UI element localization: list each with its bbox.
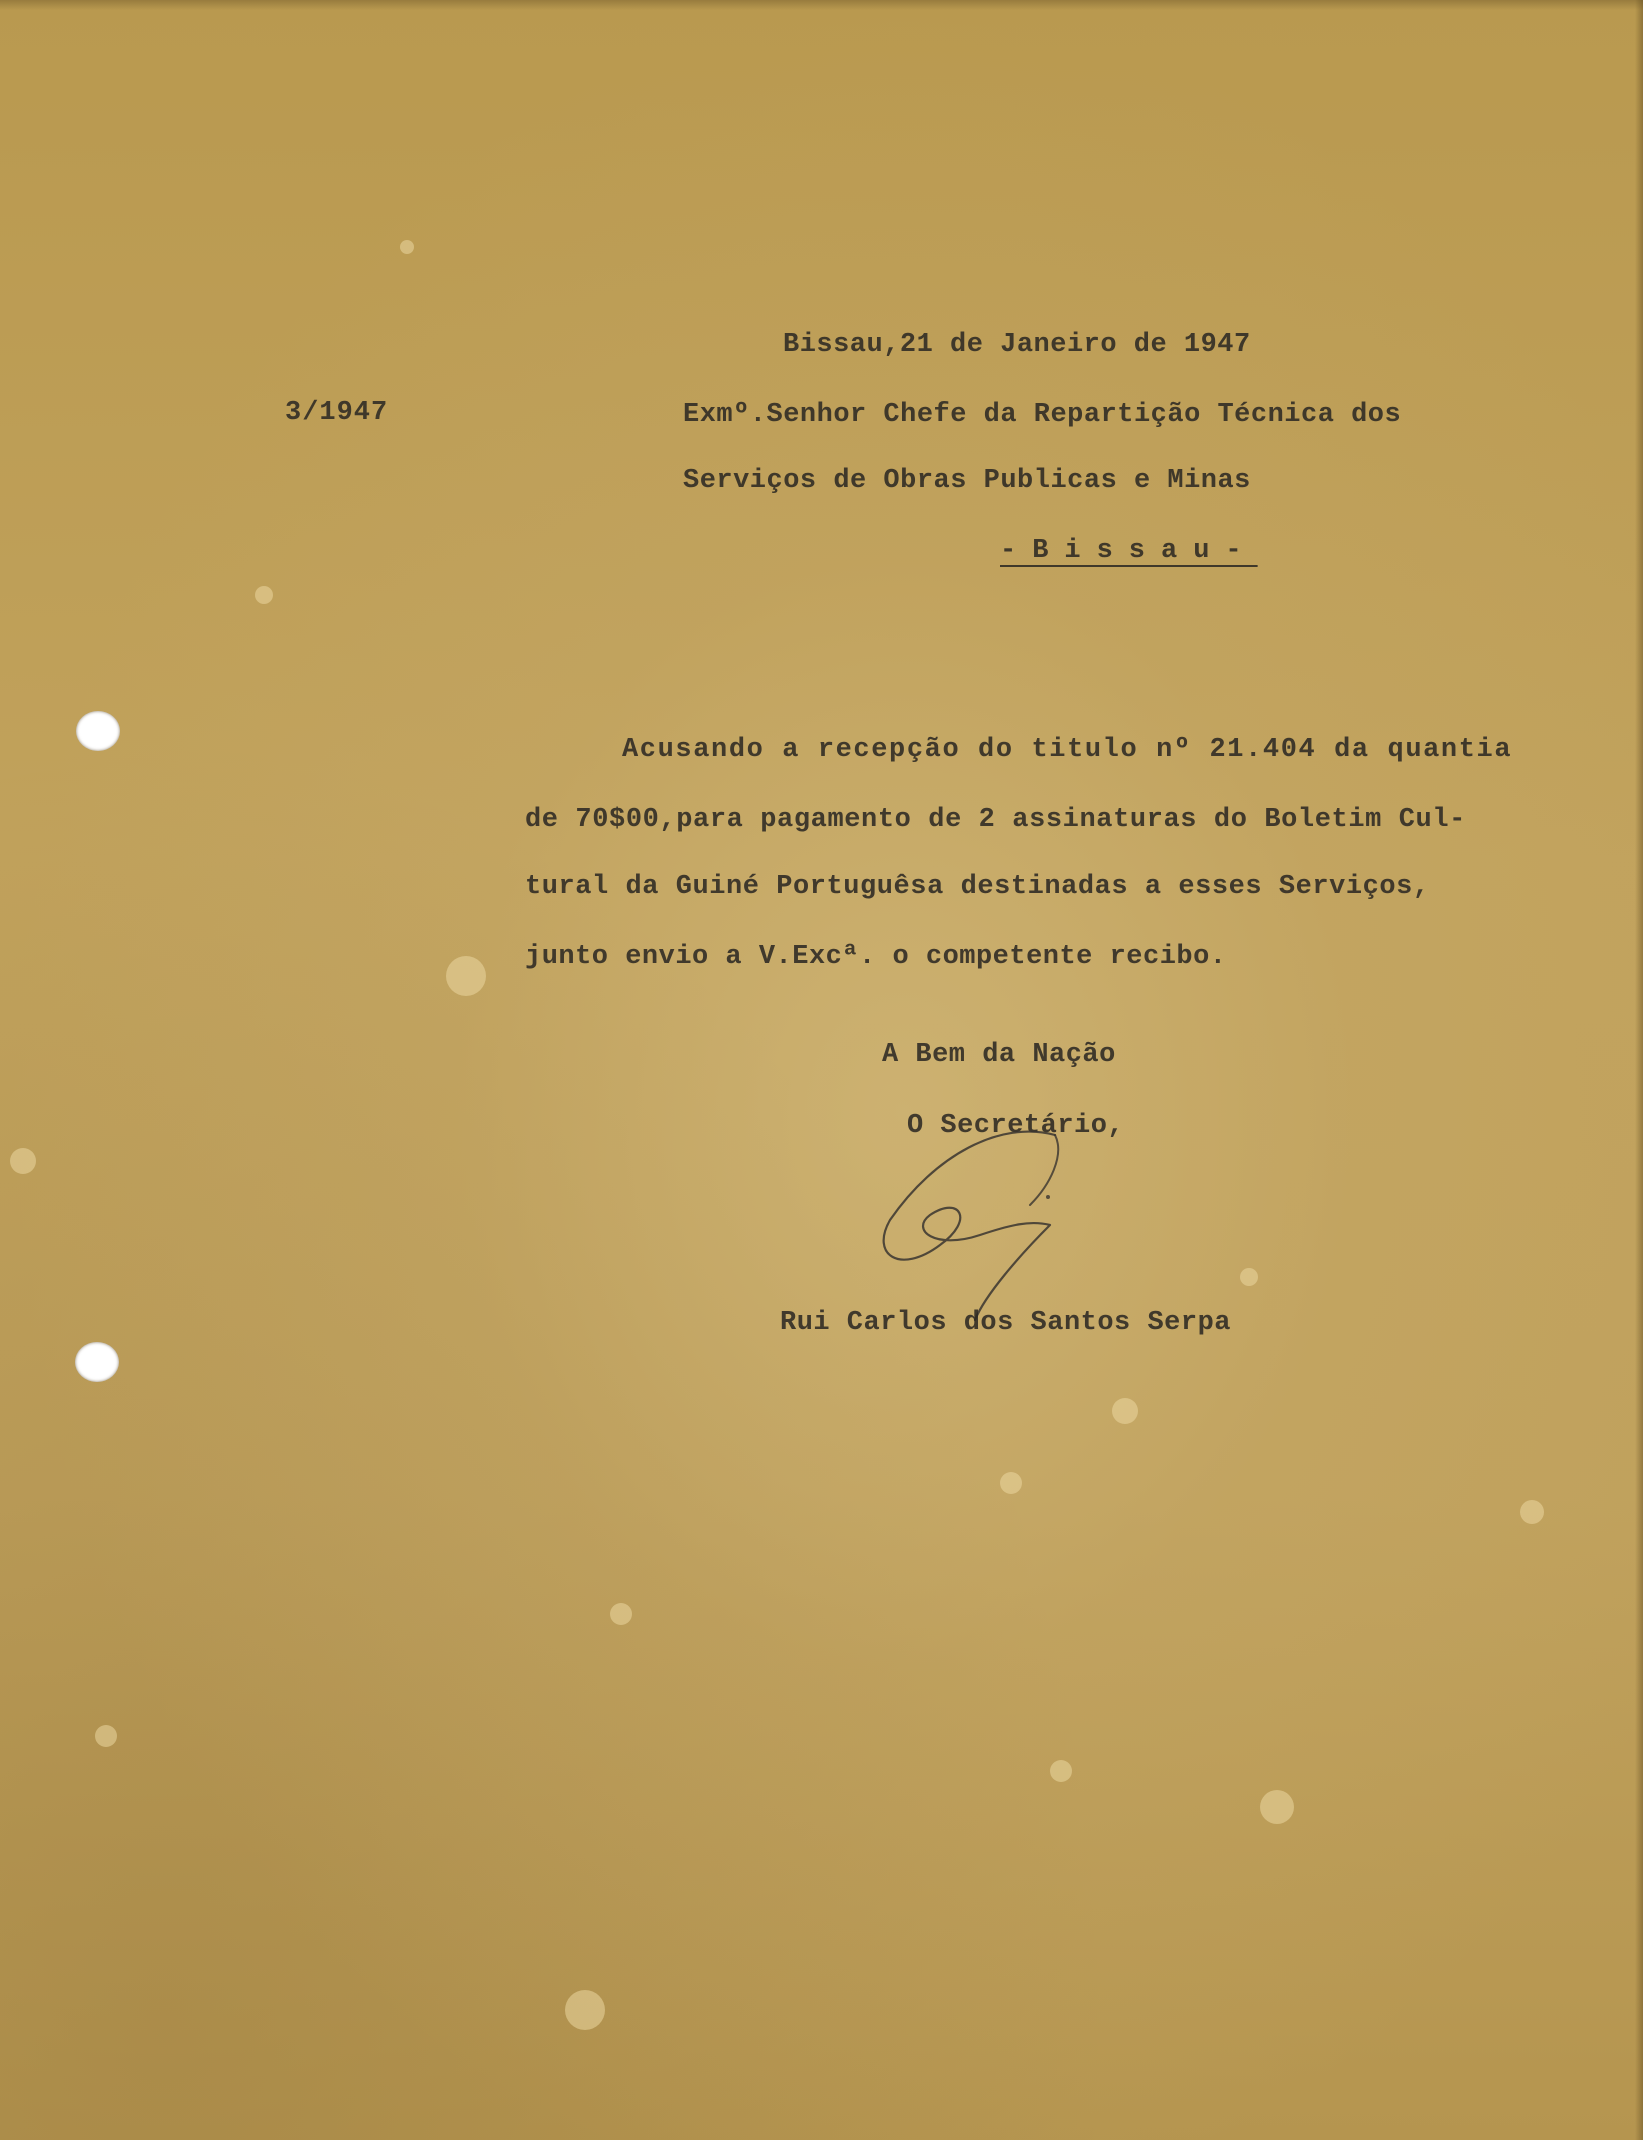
paper-speck [610,1603,632,1625]
reference-number: 3/1947 [285,398,389,428]
paper-speck [1112,1398,1138,1424]
body-line-1: Acusando a recepção do titulo nº 21.404 da quantia [622,735,1513,765]
paper-speck [255,586,273,604]
punch-hole-bottom [75,1342,119,1382]
paper-speck [1000,1472,1022,1494]
paper-speck [400,240,414,254]
date-line: Bissau,21 de Janeiro de 1947 [783,330,1251,360]
paper-edge-shadow [1635,0,1643,2140]
body-line-4: junto envio a V.Excª. o competente recibo. [525,942,1227,972]
paper-top-shadow [0,0,1643,10]
paper-speck [1050,1760,1072,1782]
punch-hole-top [76,711,120,751]
paper-speck [1260,1790,1294,1824]
body-line-3: tural da Guiné Portuguêsa destinadas a esses Serviços, [525,872,1430,902]
paper-speck [446,956,486,996]
closing-phrase: A Bem da Nação [882,1040,1116,1070]
recipient-city: -Bissau- [1000,536,1258,566]
signatory-role: O Secretário, [907,1111,1125,1141]
paper-speck [95,1725,117,1747]
body-line-2: de 70$00,para pagamento de 2 assinaturas do Boletim Cul- [525,805,1466,835]
recipient-line-2: Serviços de Obras Publicas e Minas [683,466,1251,496]
paper-speck [10,1148,36,1174]
signatory-name: Rui Carlos dos Santos Serpa [780,1308,1231,1338]
handwritten-signature [880,1125,1080,1325]
paper-speck [1520,1500,1544,1524]
paper-speck [1240,1268,1258,1286]
recipient-line-1: Exmº.Senhor Chefe da Repartição Técnica dos [683,400,1402,430]
paper-speck [565,1990,605,2030]
